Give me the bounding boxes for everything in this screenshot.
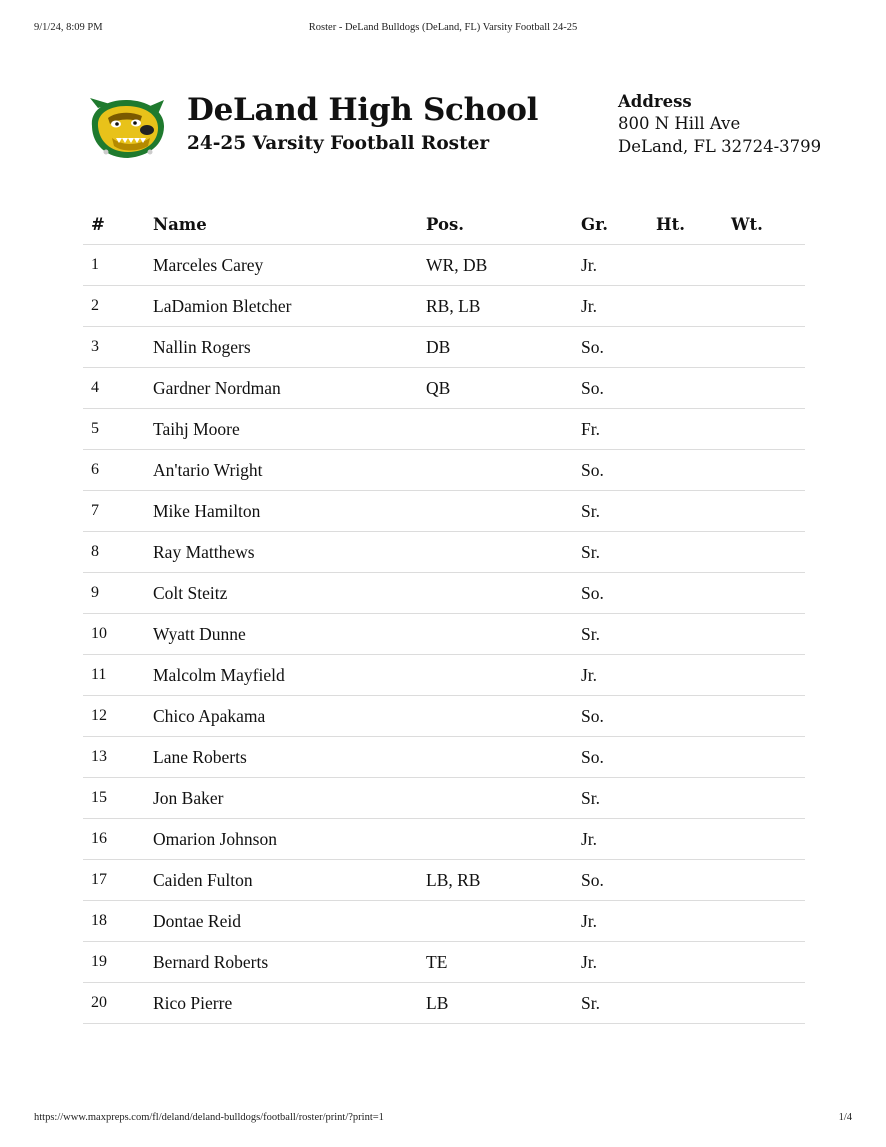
player-position bbox=[426, 655, 581, 696]
player-height bbox=[656, 327, 731, 368]
player-grade: Jr. bbox=[581, 655, 656, 696]
player-grade: Jr. bbox=[581, 819, 656, 860]
table-row bbox=[83, 778, 805, 819]
player-position bbox=[426, 901, 581, 942]
player-height bbox=[656, 491, 731, 532]
player-position bbox=[426, 573, 581, 614]
header-number: # bbox=[83, 204, 153, 245]
player-height bbox=[656, 409, 731, 450]
header-position: Pos. bbox=[426, 204, 581, 245]
player-number: 3 bbox=[83, 327, 153, 368]
table-row bbox=[83, 860, 805, 901]
player-position: QB bbox=[426, 368, 581, 409]
table-row bbox=[83, 409, 805, 450]
player-name: Colt Steitz bbox=[153, 573, 426, 614]
player-weight bbox=[731, 409, 805, 450]
header-grade: Gr. bbox=[581, 204, 656, 245]
print-datetime: 9/1/24, 8:09 PM bbox=[34, 22, 103, 33]
bulldog-mascot-icon bbox=[84, 96, 168, 160]
school-name: DeLand High School bbox=[187, 92, 539, 128]
header-height: Ht. bbox=[656, 204, 731, 245]
player-name: Gardner Nordman bbox=[153, 368, 426, 409]
roster-table bbox=[83, 204, 805, 1024]
player-grade: Jr. bbox=[581, 245, 656, 286]
player-name: Mike Hamilton bbox=[153, 491, 426, 532]
player-height bbox=[656, 696, 731, 737]
table-header-row bbox=[83, 204, 805, 245]
player-height bbox=[656, 614, 731, 655]
player-position bbox=[426, 778, 581, 819]
table-row bbox=[83, 983, 805, 1024]
player-grade: So. bbox=[581, 696, 656, 737]
table-row bbox=[83, 696, 805, 737]
player-name: Omarion Johnson bbox=[153, 819, 426, 860]
player-number: 1 bbox=[83, 245, 153, 286]
player-position bbox=[426, 409, 581, 450]
player-number: 7 bbox=[83, 491, 153, 532]
player-number: 4 bbox=[83, 368, 153, 409]
player-position bbox=[426, 737, 581, 778]
player-grade: Sr. bbox=[581, 614, 656, 655]
player-grade: So. bbox=[581, 327, 656, 368]
table-row bbox=[83, 819, 805, 860]
player-height bbox=[656, 655, 731, 696]
player-number: 2 bbox=[83, 286, 153, 327]
player-name: Jon Baker bbox=[153, 778, 426, 819]
roster-title: 24-25 Varsity Football Roster bbox=[187, 133, 490, 154]
player-position: LB, RB bbox=[426, 860, 581, 901]
player-grade: So. bbox=[581, 368, 656, 409]
table-row bbox=[83, 286, 805, 327]
table-row bbox=[83, 327, 805, 368]
player-weight bbox=[731, 573, 805, 614]
player-weight bbox=[731, 368, 805, 409]
player-name: Marceles Carey bbox=[153, 245, 426, 286]
player-weight bbox=[731, 901, 805, 942]
player-grade: Sr. bbox=[581, 491, 656, 532]
player-number: 8 bbox=[83, 532, 153, 573]
player-weight bbox=[731, 737, 805, 778]
player-position: DB bbox=[426, 327, 581, 368]
player-number: 20 bbox=[83, 983, 153, 1024]
player-grade: Sr. bbox=[581, 778, 656, 819]
player-number: 12 bbox=[83, 696, 153, 737]
player-height bbox=[656, 778, 731, 819]
player-grade: So. bbox=[581, 860, 656, 901]
player-position: TE bbox=[426, 942, 581, 983]
player-name: Dontae Reid bbox=[153, 901, 426, 942]
address-label: Address bbox=[618, 92, 692, 111]
player-position bbox=[426, 491, 581, 532]
player-weight bbox=[731, 450, 805, 491]
player-weight bbox=[731, 778, 805, 819]
player-number: 5 bbox=[83, 409, 153, 450]
table-row bbox=[83, 450, 805, 491]
player-grade: Jr. bbox=[581, 942, 656, 983]
player-number: 13 bbox=[83, 737, 153, 778]
page-number: 1/4 bbox=[838, 1112, 852, 1123]
player-height bbox=[656, 942, 731, 983]
player-number: 16 bbox=[83, 819, 153, 860]
player-weight bbox=[731, 491, 805, 532]
player-name: Taihj Moore bbox=[153, 409, 426, 450]
player-position bbox=[426, 819, 581, 860]
player-weight bbox=[731, 245, 805, 286]
print-document-title: Roster - DeLand Bulldogs (DeLand, FL) Varsity Football 24-25 bbox=[308, 22, 578, 33]
player-name: Bernard Roberts bbox=[153, 942, 426, 983]
player-position bbox=[426, 696, 581, 737]
player-height bbox=[656, 532, 731, 573]
player-name: An'tario Wright bbox=[153, 450, 426, 491]
table-row bbox=[83, 942, 805, 983]
player-grade: So. bbox=[581, 737, 656, 778]
table-row bbox=[83, 532, 805, 573]
player-grade: Sr. bbox=[581, 983, 656, 1024]
player-height bbox=[656, 573, 731, 614]
player-number: 11 bbox=[83, 655, 153, 696]
roster-body bbox=[83, 245, 805, 1024]
player-weight bbox=[731, 983, 805, 1024]
player-number: 10 bbox=[83, 614, 153, 655]
table-row bbox=[83, 245, 805, 286]
player-position bbox=[426, 614, 581, 655]
player-height bbox=[656, 368, 731, 409]
table-row bbox=[83, 901, 805, 942]
player-weight bbox=[731, 696, 805, 737]
header-weight: Wt. bbox=[731, 204, 805, 245]
player-grade: Sr. bbox=[581, 532, 656, 573]
player-name: Chico Apakama bbox=[153, 696, 426, 737]
player-weight bbox=[731, 655, 805, 696]
address-city: DeLand, FL 32724-3799 bbox=[618, 137, 822, 156]
player-weight bbox=[731, 327, 805, 368]
player-name: Nallin Rogers bbox=[153, 327, 426, 368]
player-position: RB, LB bbox=[426, 286, 581, 327]
player-name: Ray Matthews bbox=[153, 532, 426, 573]
player-weight bbox=[731, 532, 805, 573]
player-grade: Jr. bbox=[581, 901, 656, 942]
table-row bbox=[83, 573, 805, 614]
player-height bbox=[656, 819, 731, 860]
player-name: Wyatt Dunne bbox=[153, 614, 426, 655]
player-name: Lane Roberts bbox=[153, 737, 426, 778]
player-height bbox=[656, 737, 731, 778]
player-height bbox=[656, 286, 731, 327]
player-grade: So. bbox=[581, 573, 656, 614]
player-height bbox=[656, 983, 731, 1024]
player-name: Caiden Fulton bbox=[153, 860, 426, 901]
player-position: WR, DB bbox=[426, 245, 581, 286]
player-number: 18 bbox=[83, 901, 153, 942]
print-url: https://www.maxpreps.com/fl/deland/deland-bulldogs/football/roster/print/?print=1 bbox=[34, 1112, 384, 1123]
player-height bbox=[656, 901, 731, 942]
player-weight bbox=[731, 942, 805, 983]
player-number: 6 bbox=[83, 450, 153, 491]
table-row bbox=[83, 737, 805, 778]
player-position bbox=[426, 450, 581, 491]
player-grade: Fr. bbox=[581, 409, 656, 450]
player-name: Rico Pierre bbox=[153, 983, 426, 1024]
player-grade: So. bbox=[581, 450, 656, 491]
player-weight bbox=[731, 860, 805, 901]
player-position: LB bbox=[426, 983, 581, 1024]
player-position bbox=[426, 532, 581, 573]
print-header bbox=[34, 22, 852, 36]
player-weight bbox=[731, 614, 805, 655]
player-number: 15 bbox=[83, 778, 153, 819]
print-footer bbox=[34, 1112, 852, 1126]
table-row bbox=[83, 655, 805, 696]
player-weight bbox=[731, 819, 805, 860]
player-weight bbox=[731, 286, 805, 327]
player-height bbox=[656, 450, 731, 491]
address-street: 800 N Hill Ave bbox=[618, 114, 741, 133]
player-number: 19 bbox=[83, 942, 153, 983]
player-number: 9 bbox=[83, 573, 153, 614]
header-name: Name bbox=[153, 204, 426, 245]
player-number: 17 bbox=[83, 860, 153, 901]
address-block bbox=[618, 92, 821, 158]
table-row bbox=[83, 614, 805, 655]
table-row bbox=[83, 491, 805, 532]
table-row bbox=[83, 368, 805, 409]
player-height bbox=[656, 245, 731, 286]
player-height bbox=[656, 860, 731, 901]
player-name: LaDamion Bletcher bbox=[153, 286, 426, 327]
player-name: Malcolm Mayfield bbox=[153, 655, 426, 696]
player-grade: Jr. bbox=[581, 286, 656, 327]
